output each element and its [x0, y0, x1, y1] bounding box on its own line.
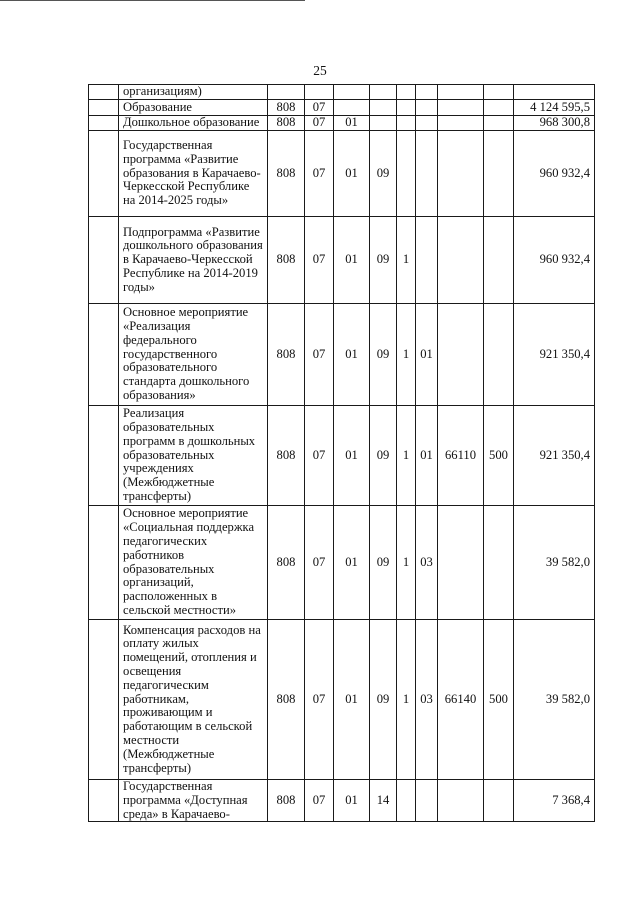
target-code-2: 1	[397, 620, 416, 780]
target-code-3	[416, 131, 438, 217]
expense-type-code	[484, 116, 514, 131]
pr-code: 01	[334, 116, 370, 131]
target-code-2: 1	[397, 406, 416, 506]
target-code-1: 09	[370, 620, 397, 780]
pr-code: 01	[334, 620, 370, 780]
pr-code: 01	[334, 780, 370, 822]
row-name: Подпрограмма «Развитие дошкольного образования в Карачаево-Черкесской Республике на 2014-2019 годы»	[119, 217, 268, 304]
gr-code	[268, 85, 305, 100]
row-name: Государственная программа «Доступная среда» в Карачаево-	[119, 780, 268, 822]
budget-table	[88, 84, 595, 822]
target-code-3	[416, 217, 438, 304]
pr-code: 01	[334, 304, 370, 406]
row-index-cell	[89, 85, 119, 100]
row-amount: 921 350,4	[514, 304, 595, 406]
row-amount: 4 124 595,5	[514, 100, 595, 116]
rz-code: 07	[305, 620, 334, 780]
row-name: Компенсация расходов на оплату жилых помещений, отопления и освещения педагогическим работникам, проживающим и работающим в сельской местности (Межбюджетные трансферты)	[119, 620, 268, 780]
row-amount: 39 582,0	[514, 620, 595, 780]
expense-type-code	[484, 780, 514, 822]
rz-code: 07	[305, 406, 334, 506]
target-code-3: 03	[416, 620, 438, 780]
target-code-1	[370, 100, 397, 116]
gr-code: 808	[268, 100, 305, 116]
table-row	[89, 131, 595, 217]
row-index-cell	[89, 131, 119, 217]
table-row	[89, 304, 595, 406]
target-code-2	[397, 131, 416, 217]
row-name: организациям)	[119, 85, 268, 100]
row-index-cell	[89, 506, 119, 620]
target-code-2	[397, 116, 416, 131]
target-code-4	[438, 85, 484, 100]
target-code-4	[438, 780, 484, 822]
target-code-2: 1	[397, 506, 416, 620]
target-code-3: 03	[416, 506, 438, 620]
target-code-3	[416, 100, 438, 116]
rz-code: 07	[305, 100, 334, 116]
target-code-4	[438, 131, 484, 217]
target-code-4	[438, 506, 484, 620]
row-amount: 921 350,4	[514, 406, 595, 506]
row-name: Образование	[119, 100, 268, 116]
target-code-1	[370, 116, 397, 131]
rz-code: 07	[305, 780, 334, 822]
target-code-1: 09	[370, 406, 397, 506]
target-code-1: 14	[370, 780, 397, 822]
table-row	[89, 100, 595, 116]
target-code-1: 09	[370, 217, 397, 304]
gr-code: 808	[268, 506, 305, 620]
row-index-cell	[89, 304, 119, 406]
target-code-1: 09	[370, 304, 397, 406]
pr-code: 01	[334, 506, 370, 620]
row-name: Реализация образовательных программ в дошкольных образовательных учреждениях (Межбюджетные трансферты)	[119, 406, 268, 506]
pr-code: 01	[334, 131, 370, 217]
table-row	[89, 116, 595, 131]
row-index-cell	[89, 116, 119, 131]
row-amount: 960 932,4	[514, 217, 595, 304]
table-row	[89, 506, 595, 620]
target-code-3	[416, 85, 438, 100]
gr-code: 808	[268, 406, 305, 506]
target-code-4	[438, 217, 484, 304]
expense-type-code	[484, 131, 514, 217]
gr-code: 808	[268, 116, 305, 131]
rz-code: 07	[305, 131, 334, 217]
target-code-2	[397, 85, 416, 100]
target-code-3	[416, 780, 438, 822]
pr-code	[334, 100, 370, 116]
target-code-2	[397, 100, 416, 116]
page-number: 25	[313, 63, 327, 78]
row-index-cell	[89, 217, 119, 304]
row-name: Основное мероприятие «Социальная поддержка педагогических работников образовательных организаций, расположенных в сельской местности»	[119, 506, 268, 620]
target-code-4	[438, 304, 484, 406]
row-amount: 7 368,4	[514, 780, 595, 822]
target-code-2	[397, 780, 416, 822]
target-code-1: 09	[370, 506, 397, 620]
row-index-cell	[89, 620, 119, 780]
expense-type-code: 500	[484, 406, 514, 506]
target-code-4: 66140	[438, 620, 484, 780]
expense-type-code	[484, 85, 514, 100]
target-code-2: 1	[397, 304, 416, 406]
pr-code: 01	[334, 217, 370, 304]
expense-type-code	[484, 100, 514, 116]
row-name: Основное мероприятие «Реализация федерального государственного образовательного стандарта дошкольного образования»	[119, 304, 268, 406]
table-row	[89, 620, 595, 780]
rz-code: 07	[305, 116, 334, 131]
top-rule	[0, 0, 305, 1]
expense-type-code	[484, 304, 514, 406]
table-row	[89, 406, 595, 506]
row-index-cell	[89, 100, 119, 116]
row-amount	[514, 85, 595, 100]
target-code-3	[416, 116, 438, 131]
table-body	[89, 85, 595, 822]
row-amount: 968 300,8	[514, 116, 595, 131]
table-row	[89, 217, 595, 304]
target-code-3: 01	[416, 406, 438, 506]
expense-type-code	[484, 506, 514, 620]
target-code-4	[438, 116, 484, 131]
table-row	[89, 85, 595, 100]
row-amount: 39 582,0	[514, 506, 595, 620]
rz-code: 07	[305, 304, 334, 406]
pr-code	[334, 85, 370, 100]
expense-type-code: 500	[484, 620, 514, 780]
gr-code: 808	[268, 620, 305, 780]
row-index-cell	[89, 406, 119, 506]
gr-code: 808	[268, 304, 305, 406]
expense-type-code	[484, 217, 514, 304]
target-code-1: 09	[370, 131, 397, 217]
rz-code: 07	[305, 217, 334, 304]
row-amount: 960 932,4	[514, 131, 595, 217]
gr-code: 808	[268, 131, 305, 217]
gr-code: 808	[268, 217, 305, 304]
row-name: Дошкольное образование	[119, 116, 268, 131]
target-code-3: 01	[416, 304, 438, 406]
rz-code	[305, 85, 334, 100]
target-code-4: 66110	[438, 406, 484, 506]
rz-code: 07	[305, 506, 334, 620]
row-index-cell	[89, 780, 119, 822]
pr-code: 01	[334, 406, 370, 506]
row-name: Государственная программа «Развитие образования в Карачаево-Черкесской Республике на 2014-2025 годы»	[119, 131, 268, 217]
gr-code: 808	[268, 780, 305, 822]
target-code-4	[438, 100, 484, 116]
table-row	[89, 780, 595, 822]
target-code-1	[370, 85, 397, 100]
target-code-2: 1	[397, 217, 416, 304]
